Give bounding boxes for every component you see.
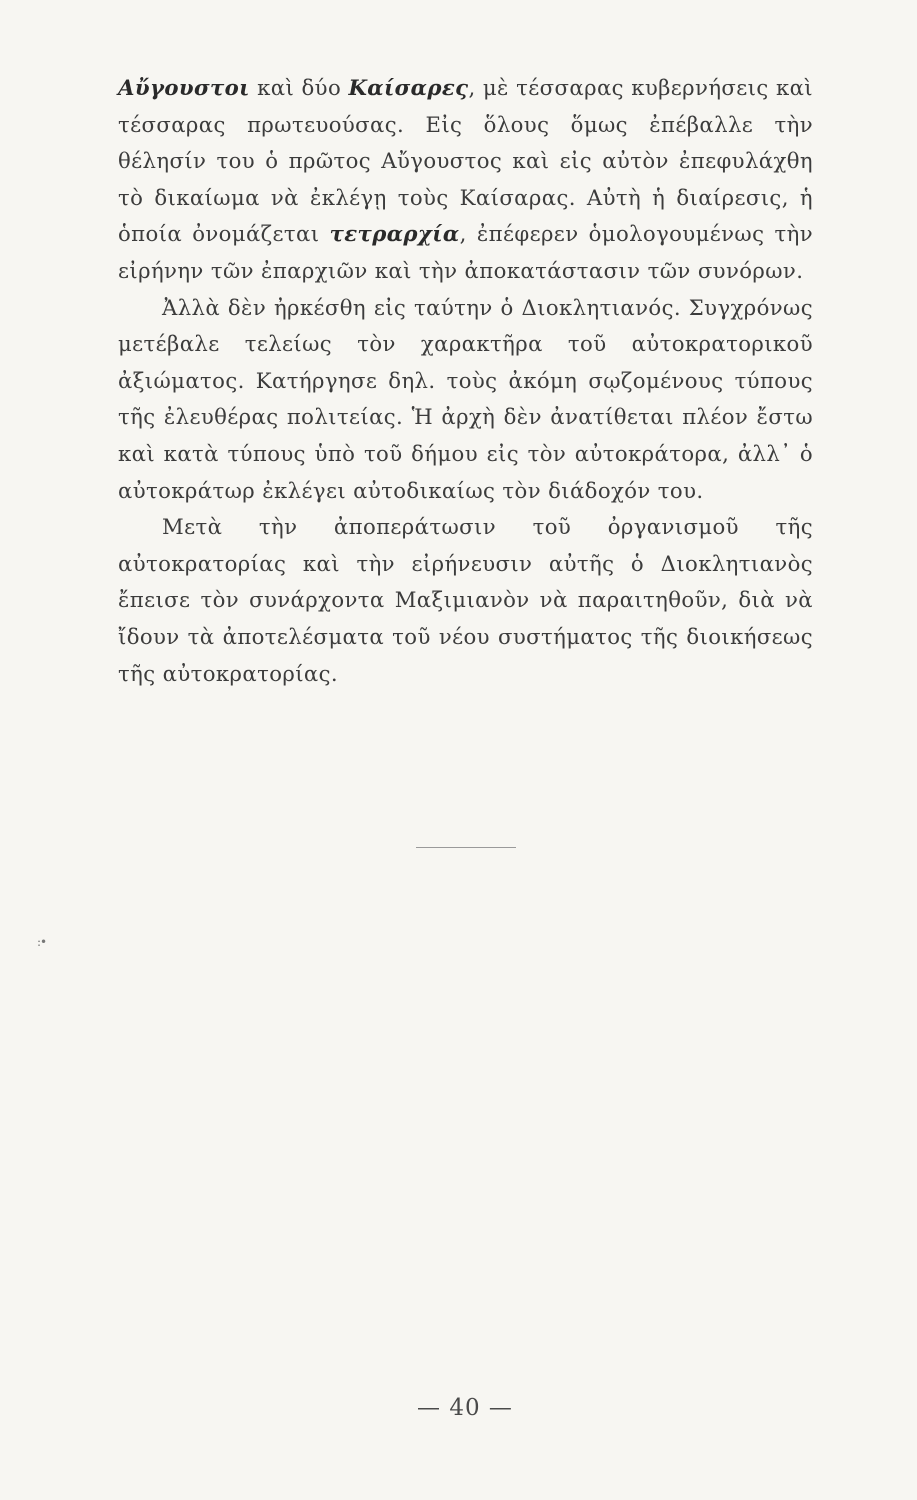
page-number: — 40 — [417, 1395, 513, 1421]
body-text [118, 70, 813, 692]
text-run: , ἐπέφερεν ὁμολογουμένως τὴν εἰρήνην τῶν ἐπαρχιῶν καὶ τὴν ἀποκατάστασιν τῶν συνόρων. [118, 221, 813, 283]
paragraph-2 [118, 290, 813, 510]
term-tetrarchia: τετραρχία [329, 221, 460, 247]
term-augustoi: Αὔγουστοι [118, 75, 250, 100]
term-kaisares: Καίσαρες [348, 75, 469, 100]
text-run: Μετὰ τὴν ἀποπεράτωσιν τοῦ ὀργανισμοῦ τῆς αὐτοκρατορίας καὶ τὴν εἰρήνευσιν αὐτῆς ὁ Διοκλητιανὸς ἔπεισε τὸν συνάρχοντα Μαξιμιανὸν νὰ παραιτηθοῦν, διὰ νὰ ἴδουν τὰ ἀποτελέσματα τοῦ νέου συστήματος τῆς διοικήσεως τῆς αὐτοκρατορίας. [118, 514, 813, 686]
ink-speck-mark: :• [37, 935, 47, 949]
text-run: καὶ δύο [249, 75, 349, 100]
paragraph-3 [118, 509, 813, 692]
text-run: Ἀλλὰ δὲν ἠρκέσθη εἰς ταύτην ὁ Διοκλητιανός. Συγχρόνως μετέβαλε τελείως τὸν χαρακτῆρα τοῦ αὐτοκρατορικοῦ ἀξιώματος. Κατήργησε δηλ. τοὺς ἀκόμη σῳζομένους τύπους τῆς ἐλευθέρας πολιτείας. Ἡ ἀρχὴ δὲν ἀνατίθεται πλέον ἔστω καὶ κατὰ τύπους ὑπὸ τοῦ δήμου εἰς τὸν αὐτοκράτορα, ἀλλ᾽ ὁ αὐτοκράτωρ ἐκλέγει αὐτοδικαίως τὸν διάδοχόν του. [118, 294, 813, 503]
section-separator-line [416, 847, 516, 848]
text-run: , μὲ τέσσαρας κυβερνήσεις καὶ τέσσαρας πρωτευούσας. Εἰς ὅλους ὅμως ἐπέβαλλε τὴν θέλησίν του ὁ πρῶτος Αὔγουστος καὶ εἰς αὐτὸν ἐπεφυλάχθη τὸ δικαίωμα νὰ ἐκλέγῃ τοὺς Καίσαρας. Αὐτὴ ἡ διαίρεσις, ἡ ὁποία ὀνομάζεται [118, 75, 814, 247]
paragraph-1 [118, 70, 813, 290]
